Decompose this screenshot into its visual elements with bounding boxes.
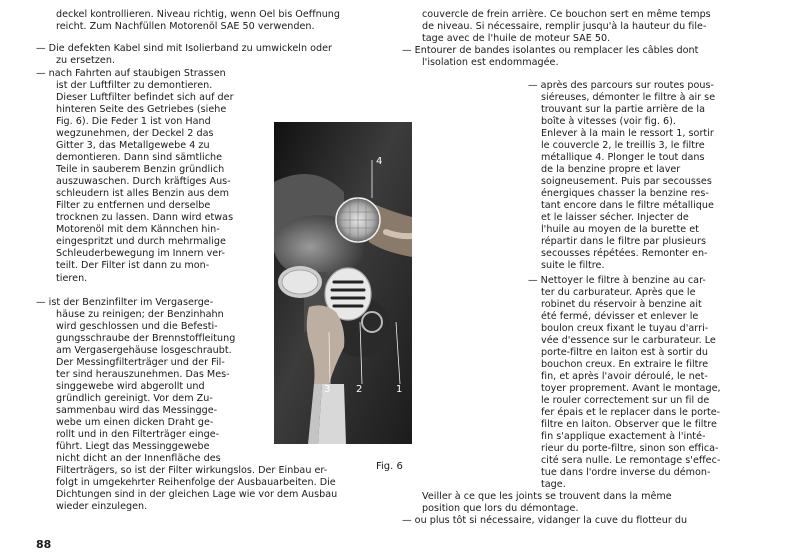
german-line: webe um einen dicken Draht ge-: [56, 417, 214, 428]
german-line: eingespritzt und durch mehrmalige: [56, 236, 226, 247]
german-line: Gitter 3, das Metallgewebe 4 zu: [56, 140, 210, 151]
german-line: teilt. Der Filter ist dann zu mon-: [56, 260, 210, 271]
german-line: wegzunehmen, der Deckel 2 das: [56, 128, 214, 139]
figure-label-3: 3: [324, 384, 331, 395]
french-line: été fermé, dévisser et enlever le: [541, 311, 699, 322]
german-line: wird geschlossen und die Befesti-: [56, 321, 218, 332]
german-line: — nach Fahrten auf staubigen Strassen: [36, 68, 226, 79]
french-line: cité sera nulle. Le remontage s'effec-: [541, 455, 721, 466]
german-line: trocknen zu lassen. Dann wird etwas: [56, 212, 234, 223]
french-line: l'isolation est endommagée.: [422, 57, 559, 68]
french-line: soigneusement. Puis par secousses: [541, 176, 712, 187]
french-line: tant encore dans le filtre métallique: [541, 200, 714, 211]
german-line: reicht. Zum Nachfüllen Motorenöl SAE 50 verwenden.: [56, 21, 315, 32]
german-line: Filterträgers, so ist der Filter wirkungslos. Der Einbau er-: [56, 465, 328, 476]
figure-caption: Fig. 6: [376, 461, 403, 472]
figure-photo: [274, 122, 412, 444]
french-line: toyer proprement. Avant le montage,: [541, 383, 721, 394]
german-line: wieder einzulegen.: [56, 501, 148, 512]
french-line: Veiller à ce que les joints se trouvent dans la même: [422, 491, 672, 502]
german-line: nicht dicht an der Innenfläche des: [56, 453, 221, 464]
german-line: rollt und in den Filterträger einge-: [56, 429, 220, 440]
french-line: tue dans l'ordre inverse du démon-: [541, 467, 711, 478]
french-line: boîte à vitesses (voir fig. 6).: [541, 116, 676, 127]
french-line: fin, et après l'avoir déroulé, le net-: [541, 371, 708, 382]
french-line: boulon creux fixant le tuyau d'arri-: [541, 323, 709, 334]
french-line: bouchon creux. En extraire le filtre: [541, 359, 709, 370]
french-line: — ou plus tôt si nécessaire, vidanger la cuve du flotteur du: [402, 515, 688, 526]
french-line: — Nettoyer le filtre à benzine au car-: [528, 275, 706, 286]
german-line: ter sind herauszunehmen. Das Mes-: [56, 369, 230, 380]
french-line: trouvant sur la partie arrière de la: [541, 104, 706, 115]
french-line: secousses répétées. Remonter en-: [541, 248, 708, 259]
german-line: — ist der Benzinfilter im Vergaserge-: [36, 297, 214, 308]
german-line: — Die defekten Kabel sind mit Isolierband zu umwickeln oder: [36, 43, 333, 54]
french-line: filtre en laiton. Observer que le filtre: [541, 419, 717, 430]
french-line: — Entourer de bandes isolantes ou remplacer les câbles dont: [402, 45, 699, 56]
figure-label-2: 2: [356, 384, 363, 395]
german-line: Fig. 6). Die Feder 1 ist von Hand: [56, 116, 211, 127]
german-line: deckel kontrollieren. Niveau richtig, wenn Oel bis Oeffnung: [56, 9, 341, 20]
french-line: de la benzine propre et laver: [541, 164, 681, 175]
german-line: demontieren. Dann sind sämtliche: [56, 152, 223, 163]
french-line: Enlever à la main le ressort 1, sortir: [541, 128, 714, 139]
french-line: métallique 4. Plonger le tout dans: [541, 152, 705, 163]
german-line: Motorenöl mit dem Kännchen hin-: [56, 224, 220, 235]
german-line: zu ersetzen.: [56, 55, 115, 66]
german-line: sammenbau wird das Messingge-: [56, 405, 218, 416]
german-line: hinteren Seite des Getriebes (siehe: [56, 104, 227, 115]
french-line: — après des parcours sur routes pous-: [528, 80, 714, 91]
german-line: tieren.: [56, 273, 88, 284]
german-line: auszuwaschen. Durch kräftiges Aus-: [56, 176, 231, 187]
page-number: 88: [36, 538, 52, 551]
german-line: singgewebe wird abgerollt und: [56, 381, 205, 392]
french-line: couvercle de frein arrière. Ce bouchon sert en même temps: [422, 9, 711, 20]
german-line: schleudern ist alles Benzin aus dem: [56, 188, 229, 199]
french-line: siéreuses, démonter le filtre à air se: [541, 92, 716, 103]
german-line: folgt in umgekehrter Reihenfolge der Ausbauarbeiten. Die: [56, 477, 336, 488]
french-line: fin s'applique exactement à l'inté-: [541, 431, 706, 442]
french-line: répartir dans le filtre par plusieurs: [541, 236, 706, 247]
french-line: ter du carburateur. Après que le: [541, 287, 696, 298]
german-line: ist der Luftfilter zu demontieren.: [56, 80, 213, 91]
french-line: position que lors du démontage.: [422, 503, 579, 514]
german-line: Dieser Luftfilter befindet sich auf der: [56, 92, 234, 103]
french-line: fer épais et le replacer dans le porte-: [541, 407, 721, 418]
french-line: rieur du porte-filtre, sinon son effica-: [541, 443, 719, 454]
french-line: porte-filtre en laiton est à sortir du: [541, 347, 708, 358]
german-line: gungsschraube der Brennstoffleitung: [56, 333, 236, 344]
german-line: Dichtungen sind in der gleichen Lage wie vor dem Ausbau: [56, 489, 338, 500]
french-line: et le laisser sécher. Injecter de: [541, 212, 689, 223]
german-line: am Vergasergehäuse losgeschraubt.: [56, 345, 232, 356]
german-line: Filter zu entfernen und derselbe: [56, 200, 211, 211]
french-line: suite le filtre.: [541, 260, 605, 271]
french-line: tage avec de l'huile de moteur SAE 50.: [422, 33, 611, 44]
french-line: vée d'essence sur le carburateur. Le: [541, 335, 716, 346]
french-line: de niveau. Si nécessaire, remplir jusqu'à la hauteur du file-: [422, 21, 707, 32]
german-line: häuse zu reinigen; der Benzinhahn: [56, 309, 224, 320]
german-line: gründlich gereinigt. Vor dem Zu-: [56, 393, 213, 404]
figure-label-1: 1: [396, 384, 403, 395]
german-line: Der Messingfilterträger und der Fil-: [56, 357, 225, 368]
german-line: Schleuderbewegung im Innern ver-: [56, 248, 226, 259]
german-line: Teile in sauberem Benzin gründlich: [56, 164, 225, 175]
french-line: robinet du réservoir à benzine ait: [541, 299, 702, 310]
french-line: énergiques chasser la benzine res-: [541, 188, 709, 199]
french-line: tage.: [541, 479, 566, 490]
german-line: führt. Liegt das Messinggewebe: [56, 441, 210, 452]
figure-label-4: 4: [376, 156, 383, 167]
french-line: le rouler correctement sur un fil de: [541, 395, 710, 406]
french-line: le couvercle 2, le treillis 3, le filtre: [541, 140, 705, 151]
french-line: l'huile au moyen de la burette et: [541, 224, 699, 235]
